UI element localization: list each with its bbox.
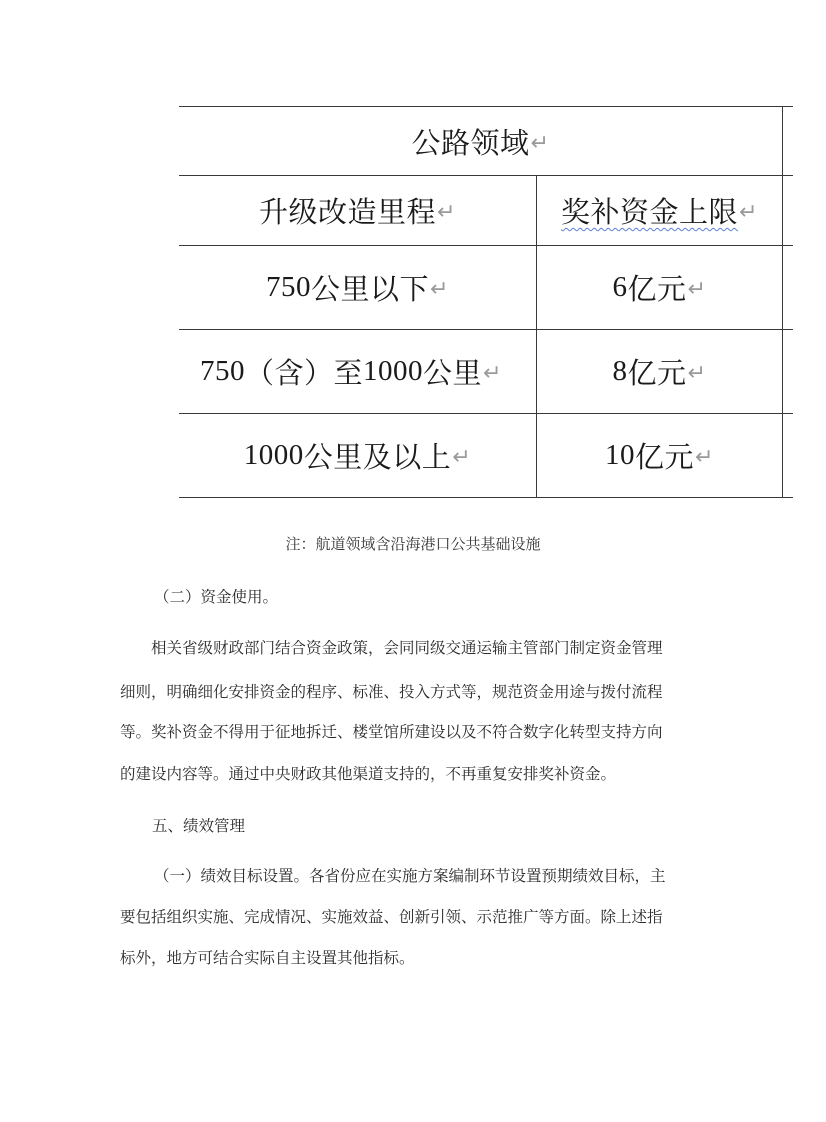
mileage-text: 公里以下	[311, 272, 430, 306]
section-heading-performance: 五、绩效管理	[152, 817, 246, 835]
table-bottom-border	[179, 497, 793, 498]
column-header-funds-text: 奖补资金上限	[561, 195, 739, 229]
paragraph-mark-icon: ↵	[695, 445, 714, 470]
table-row-2-funds	[537, 330, 782, 413]
paragraph-mark-icon: ↵	[530, 130, 550, 156]
mileage-number-upper: 1000	[363, 355, 424, 387]
table-header-title	[179, 107, 782, 175]
subsidy-table	[0, 0, 793, 500]
paragraph-mark-icon: ↵	[483, 361, 502, 386]
table-header-title-text: 公路领域	[411, 125, 530, 160]
table-row-2-mileage	[179, 330, 536, 413]
column-header-mileage-text: 升级改造里程	[259, 195, 437, 229]
paragraph-line: 标外，地方可结合实际自主设置其他指标。	[120, 949, 415, 967]
funds-number: 10	[605, 439, 636, 471]
funds-unit: 亿元	[627, 356, 687, 390]
mileage-text-unit: 公里	[423, 356, 483, 390]
mileage-text: 公里及以上	[303, 440, 452, 474]
mileage-text: （含）至	[245, 356, 364, 390]
paragraph-line: 细则，明确细化安排资金的程序、标准、投入方式等，规范资金用途与拨付流程	[120, 683, 663, 701]
table-note: 注：航道领域含沿海港口公共基础设施	[285, 535, 541, 553]
table-row-1-mileage	[179, 246, 536, 329]
paragraph-line: （一）绩效目标设置。各省份应在实施方案编制环节设置预期绩效目标，主	[154, 867, 666, 885]
paragraph-mark-icon: ↵	[437, 200, 456, 225]
section-heading-funds-use: （二）资金使用。	[154, 588, 279, 606]
table-column-divider	[782, 107, 783, 498]
paragraph-mark-icon: ↵	[687, 361, 707, 386]
funds-number: 8	[612, 355, 628, 387]
paragraph-mark-icon: ↵	[687, 277, 707, 302]
mileage-number: 750	[200, 355, 245, 387]
paragraph-mark-icon: ↵	[430, 277, 449, 302]
paragraph-line: 相关省级财政部门结合资金政策，会同同级交通运输主管部门制定资金管理	[151, 639, 663, 657]
paragraph-line: 要包括组织实施、完成情况、实施效益、创新引领、示范推广等方面。除上述指	[120, 908, 663, 926]
table-row-1-funds	[537, 246, 782, 329]
funds-unit: 亿元	[635, 440, 695, 474]
mileage-number: 750	[266, 271, 312, 303]
funds-number: 6	[612, 271, 628, 303]
table-row-3-mileage	[179, 414, 536, 497]
column-header-mileage	[179, 176, 536, 245]
funds-unit: 亿元	[627, 272, 687, 306]
paragraph-mark-icon: ↵	[739, 200, 758, 225]
paragraph-mark-icon: ↵	[452, 445, 472, 470]
column-header-funds	[537, 176, 782, 245]
paragraph-line: 的建设内容等。通过中央财政其他渠道支持的，不再重复安排奖补资金。	[120, 765, 617, 783]
paragraph-line: 等。奖补资金不得用于征地拆迁、楼堂馆所建设以及不符合数字化转型支持方向	[120, 723, 663, 741]
mileage-number: 1000	[243, 439, 304, 471]
table-row-3-funds	[537, 414, 782, 497]
